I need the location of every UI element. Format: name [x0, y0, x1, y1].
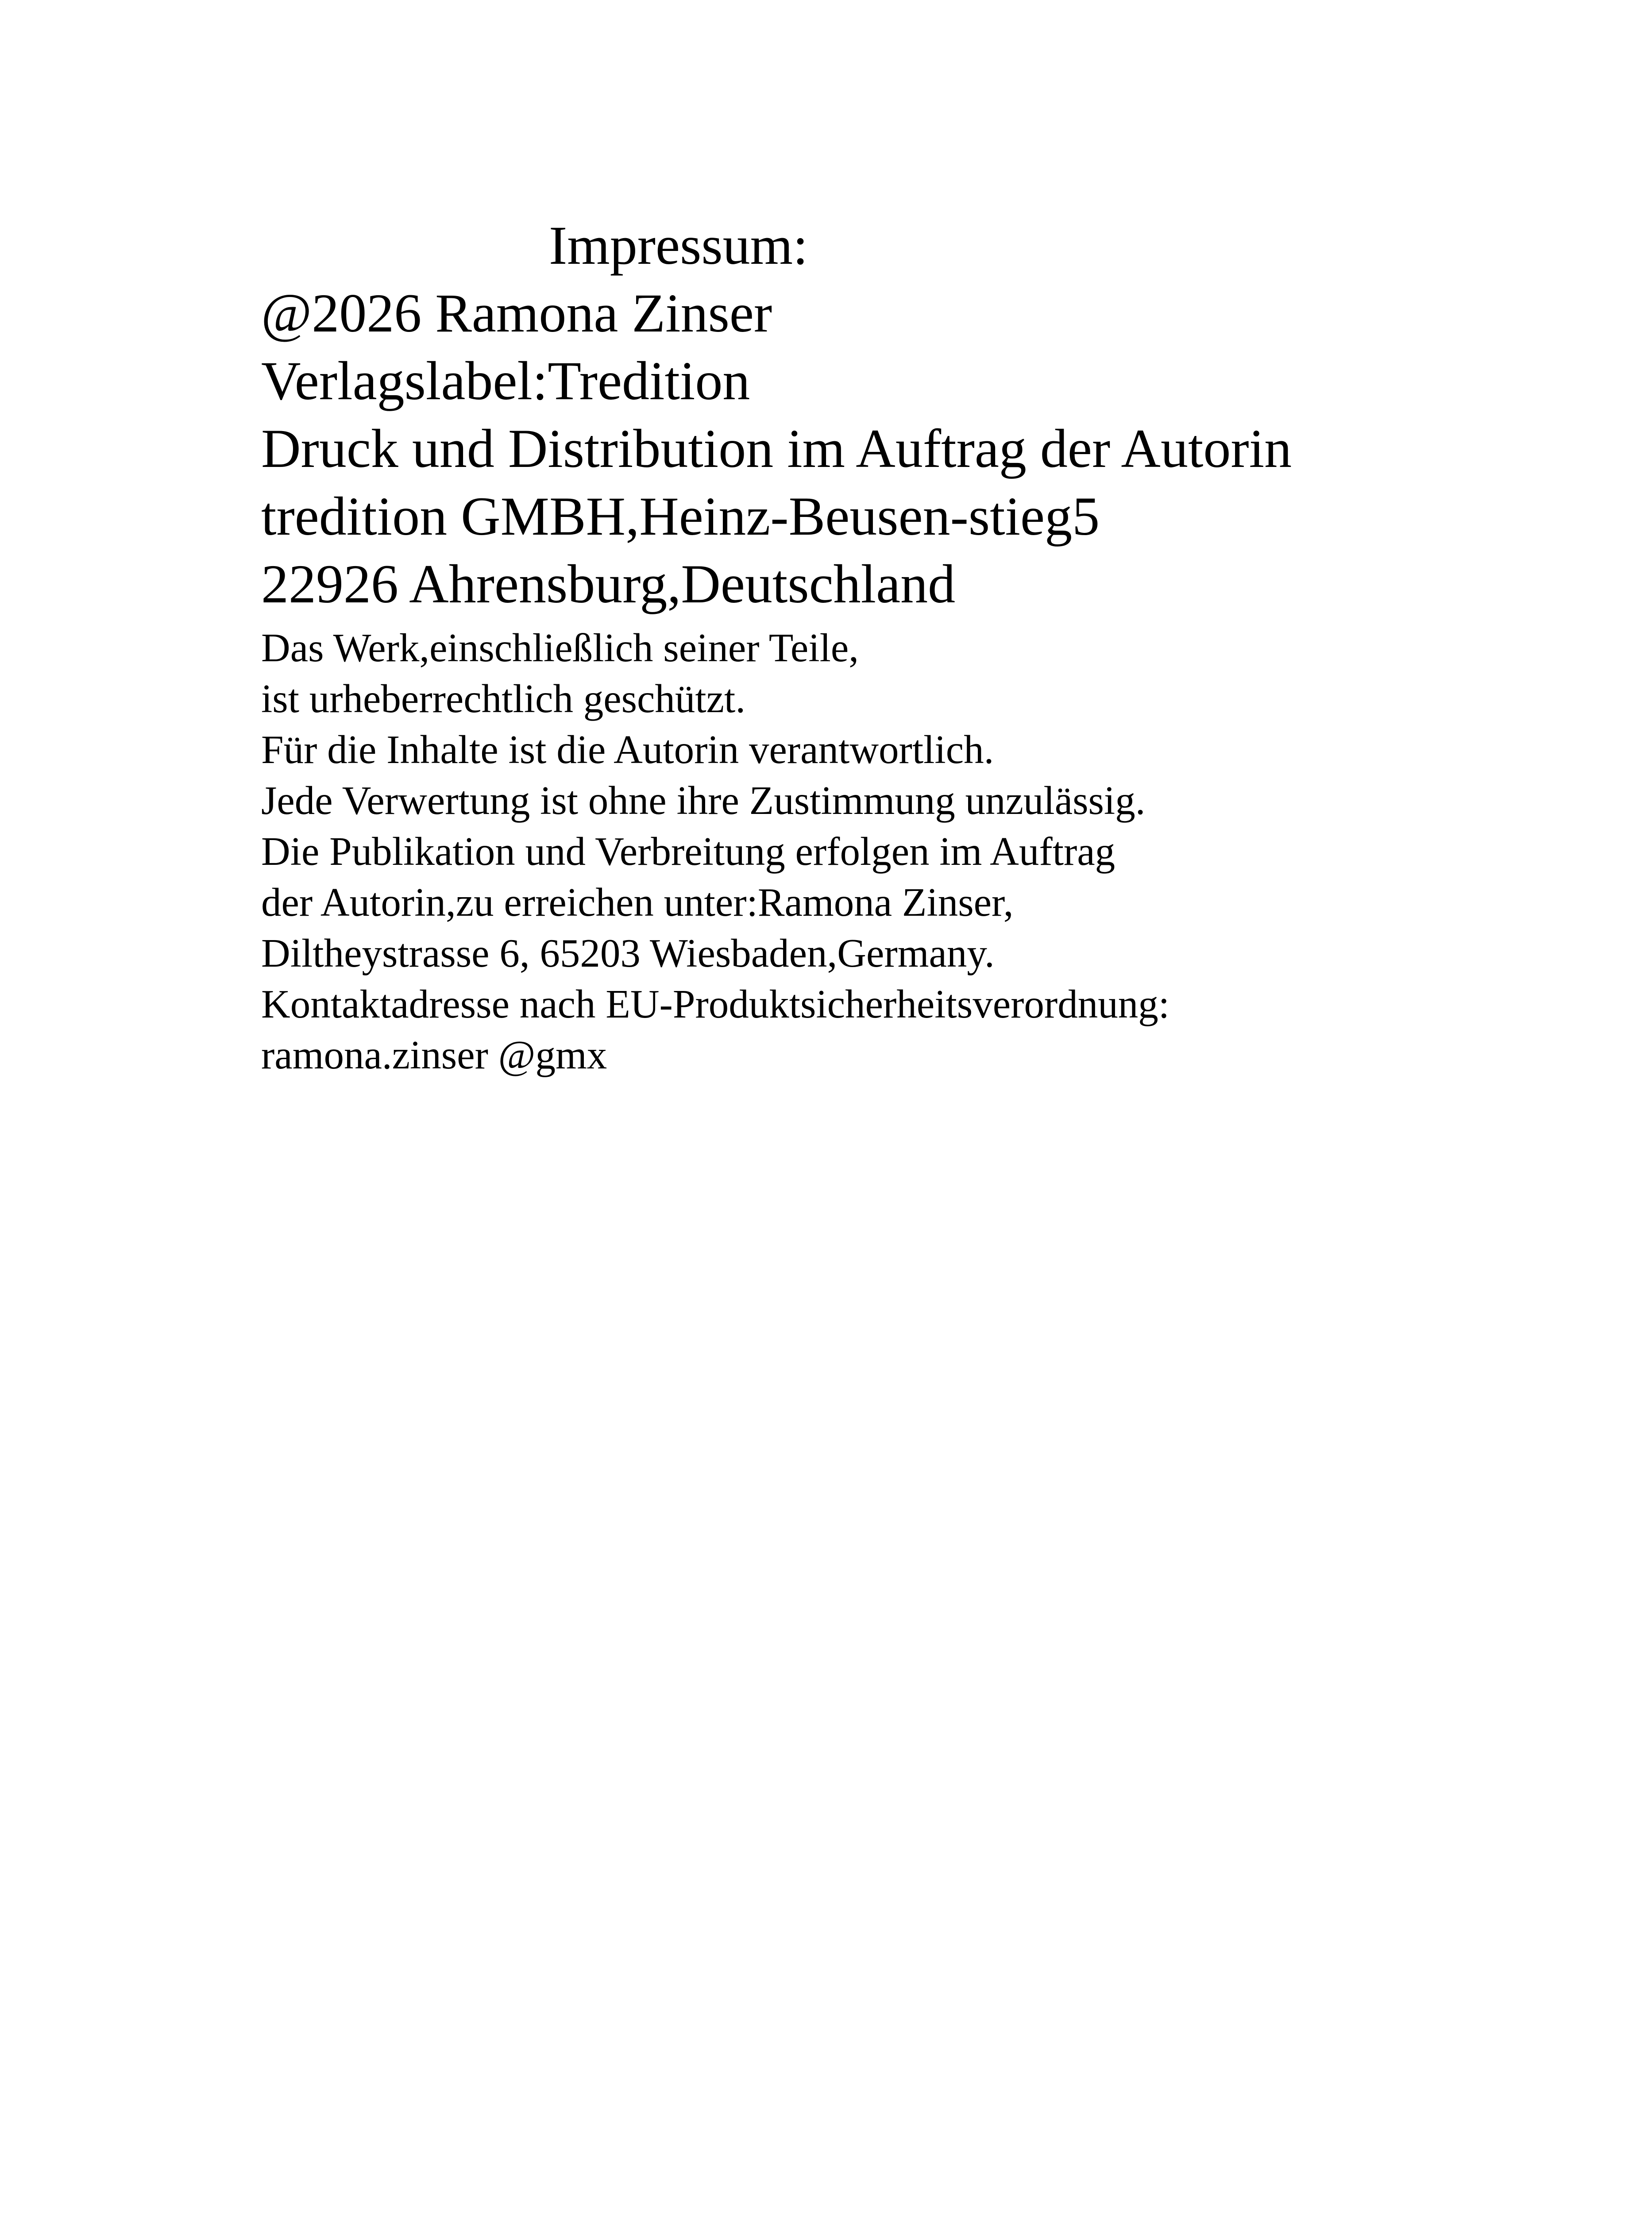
legal-line: ist urheberrechtlich geschützt. [261, 676, 746, 721]
publisher-address-line: tredition GMBH,Heinz-Beusen-stieg5 [261, 486, 1100, 547]
legal-line: Für die Inhalte ist die Autorin verantwortlich. [261, 727, 994, 772]
publisher-label-line: Verlagslabel:Tredition [261, 351, 750, 411]
legal-line: Das Werk,einschließlich seiner Teile, [261, 625, 859, 670]
impressum-block [261, 212, 1589, 1080]
contact-email-line: ramona.zinser @gmx [261, 1033, 607, 1077]
publisher-info [261, 279, 1589, 618]
legal-line: Die Publikation und Verbreitung erfolgen im Auftrag [261, 829, 1115, 874]
contact-label-line: Kontaktadresse nach EU-Produktsicherheitsverordnung: [261, 982, 1170, 1026]
publisher-city-line: 22926 Ahrensburg,Deutschland [261, 554, 956, 614]
legal-line: der Autorin,zu erreichen unter:Ramona Zinser, [261, 880, 1014, 925]
legal-line: Jede Verwertung ist ohne ihre Zustimmung unzulässig. [261, 778, 1146, 823]
copyright-line: @2026 Ramona Zinser [261, 283, 772, 343]
distribution-line: Druck und Distribution im Auftrag der Autorin [261, 418, 1292, 479]
author-address-line: Diltheystrasse 6, 65203 Wiesbaden,Germany. [261, 931, 995, 975]
legal-notice [261, 622, 1589, 1080]
page-title: Impressum: [549, 215, 808, 276]
